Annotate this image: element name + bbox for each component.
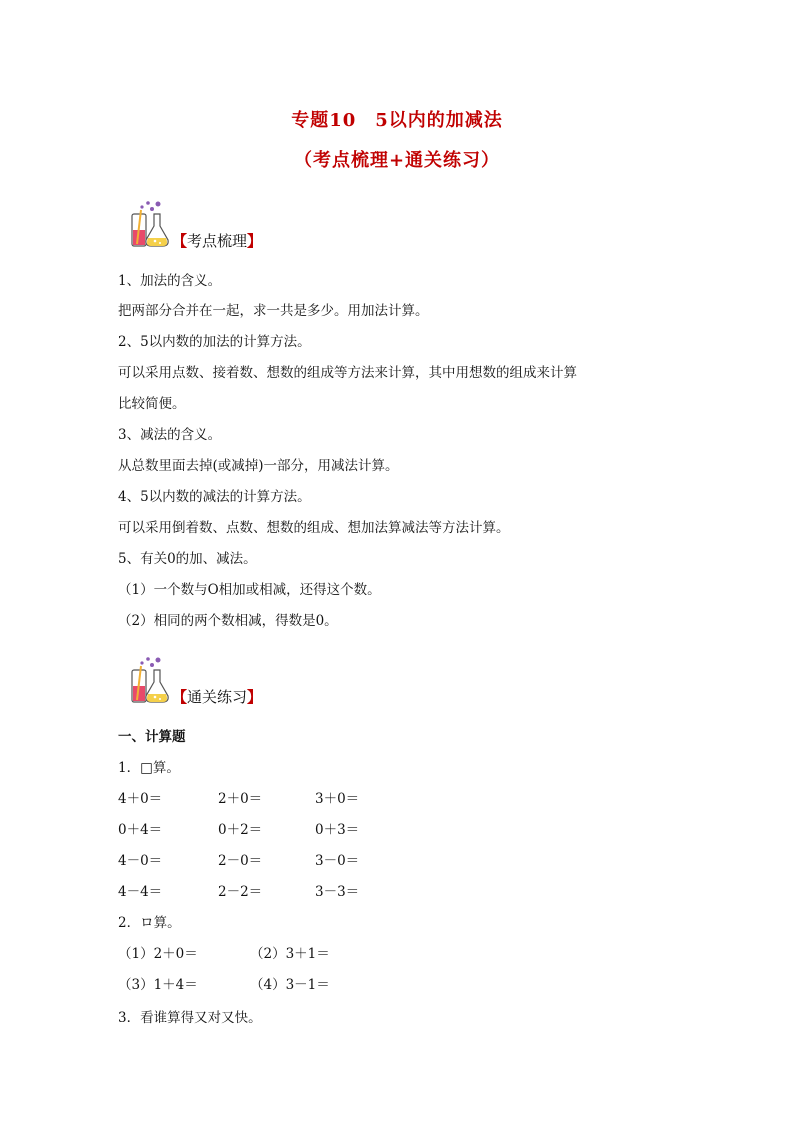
- question-label: 3．看谁算得又对又快。: [118, 1010, 262, 1026]
- equation: 0＋3＝: [315, 822, 360, 838]
- section-label: 【考点梳理】: [172, 232, 263, 250]
- text-line: 从总数里面去掉(或减掉)一部分，用减法计算。: [118, 458, 399, 474]
- equation: 4－0＝: [118, 853, 163, 869]
- practice-heading: 一、计算题: [118, 729, 186, 745]
- equation: 3－0＝: [315, 853, 360, 869]
- text-line: 可以采用倒着数、点数、想数的组成、想加法算减法等方法计算。: [118, 520, 510, 536]
- question-label: 1．□算。: [118, 760, 180, 776]
- section-label: 【通关练习】: [172, 688, 263, 706]
- lab-flask-icon: [128, 656, 170, 706]
- lab-flask-icon: [128, 200, 170, 250]
- text-line: 2、5以内数的加法的计算方法。: [118, 334, 311, 350]
- equation: （4）3－1＝: [250, 977, 330, 993]
- text-line: 1、加法的含义。: [118, 273, 222, 289]
- text-line: 可以采用点数、接着数、想数的组成等方法来计算，其中用想数的组成来计算: [118, 365, 577, 381]
- text-line: 4、5以内数的减法的计算方法。: [118, 489, 311, 505]
- equation: （1）2＋0＝: [118, 946, 198, 962]
- text-line: 3、减法的含义。: [118, 427, 222, 443]
- page-subtitle: （考点梳理+通关练习）: [293, 150, 501, 171]
- equation: 4＋0＝: [118, 791, 163, 807]
- equation: （3）1＋4＝: [118, 977, 198, 993]
- text-line: 5、有关0的加、减法。: [118, 551, 257, 567]
- equation: （2）3＋1＝: [250, 946, 330, 962]
- text-line: 比较简便。: [118, 396, 186, 412]
- text-line: （1）一个数与O相加或相减，还得这个数。: [118, 582, 381, 598]
- equation: 3－3＝: [315, 884, 360, 900]
- text-line: （2）相同的两个数相减，得数是0。: [118, 613, 338, 629]
- equation: 3＋0＝: [315, 791, 360, 807]
- equation: 4－4＝: [118, 884, 163, 900]
- equation: 2－2＝: [218, 884, 263, 900]
- equation: 2＋0＝: [218, 791, 263, 807]
- text-line: 把两部分合并在一起，求一共是多少。用加法计算。: [118, 303, 429, 319]
- section-header-kaodian: [128, 200, 428, 256]
- question-label: 2．ロ算。: [118, 915, 181, 931]
- equation: 0＋4＝: [118, 822, 163, 838]
- equation: 0＋2＝: [218, 822, 263, 838]
- equation: 2－0＝: [218, 853, 263, 869]
- section-header-tongguan: [128, 656, 428, 712]
- page-title: 专题10 5以内的加减法: [291, 110, 503, 131]
